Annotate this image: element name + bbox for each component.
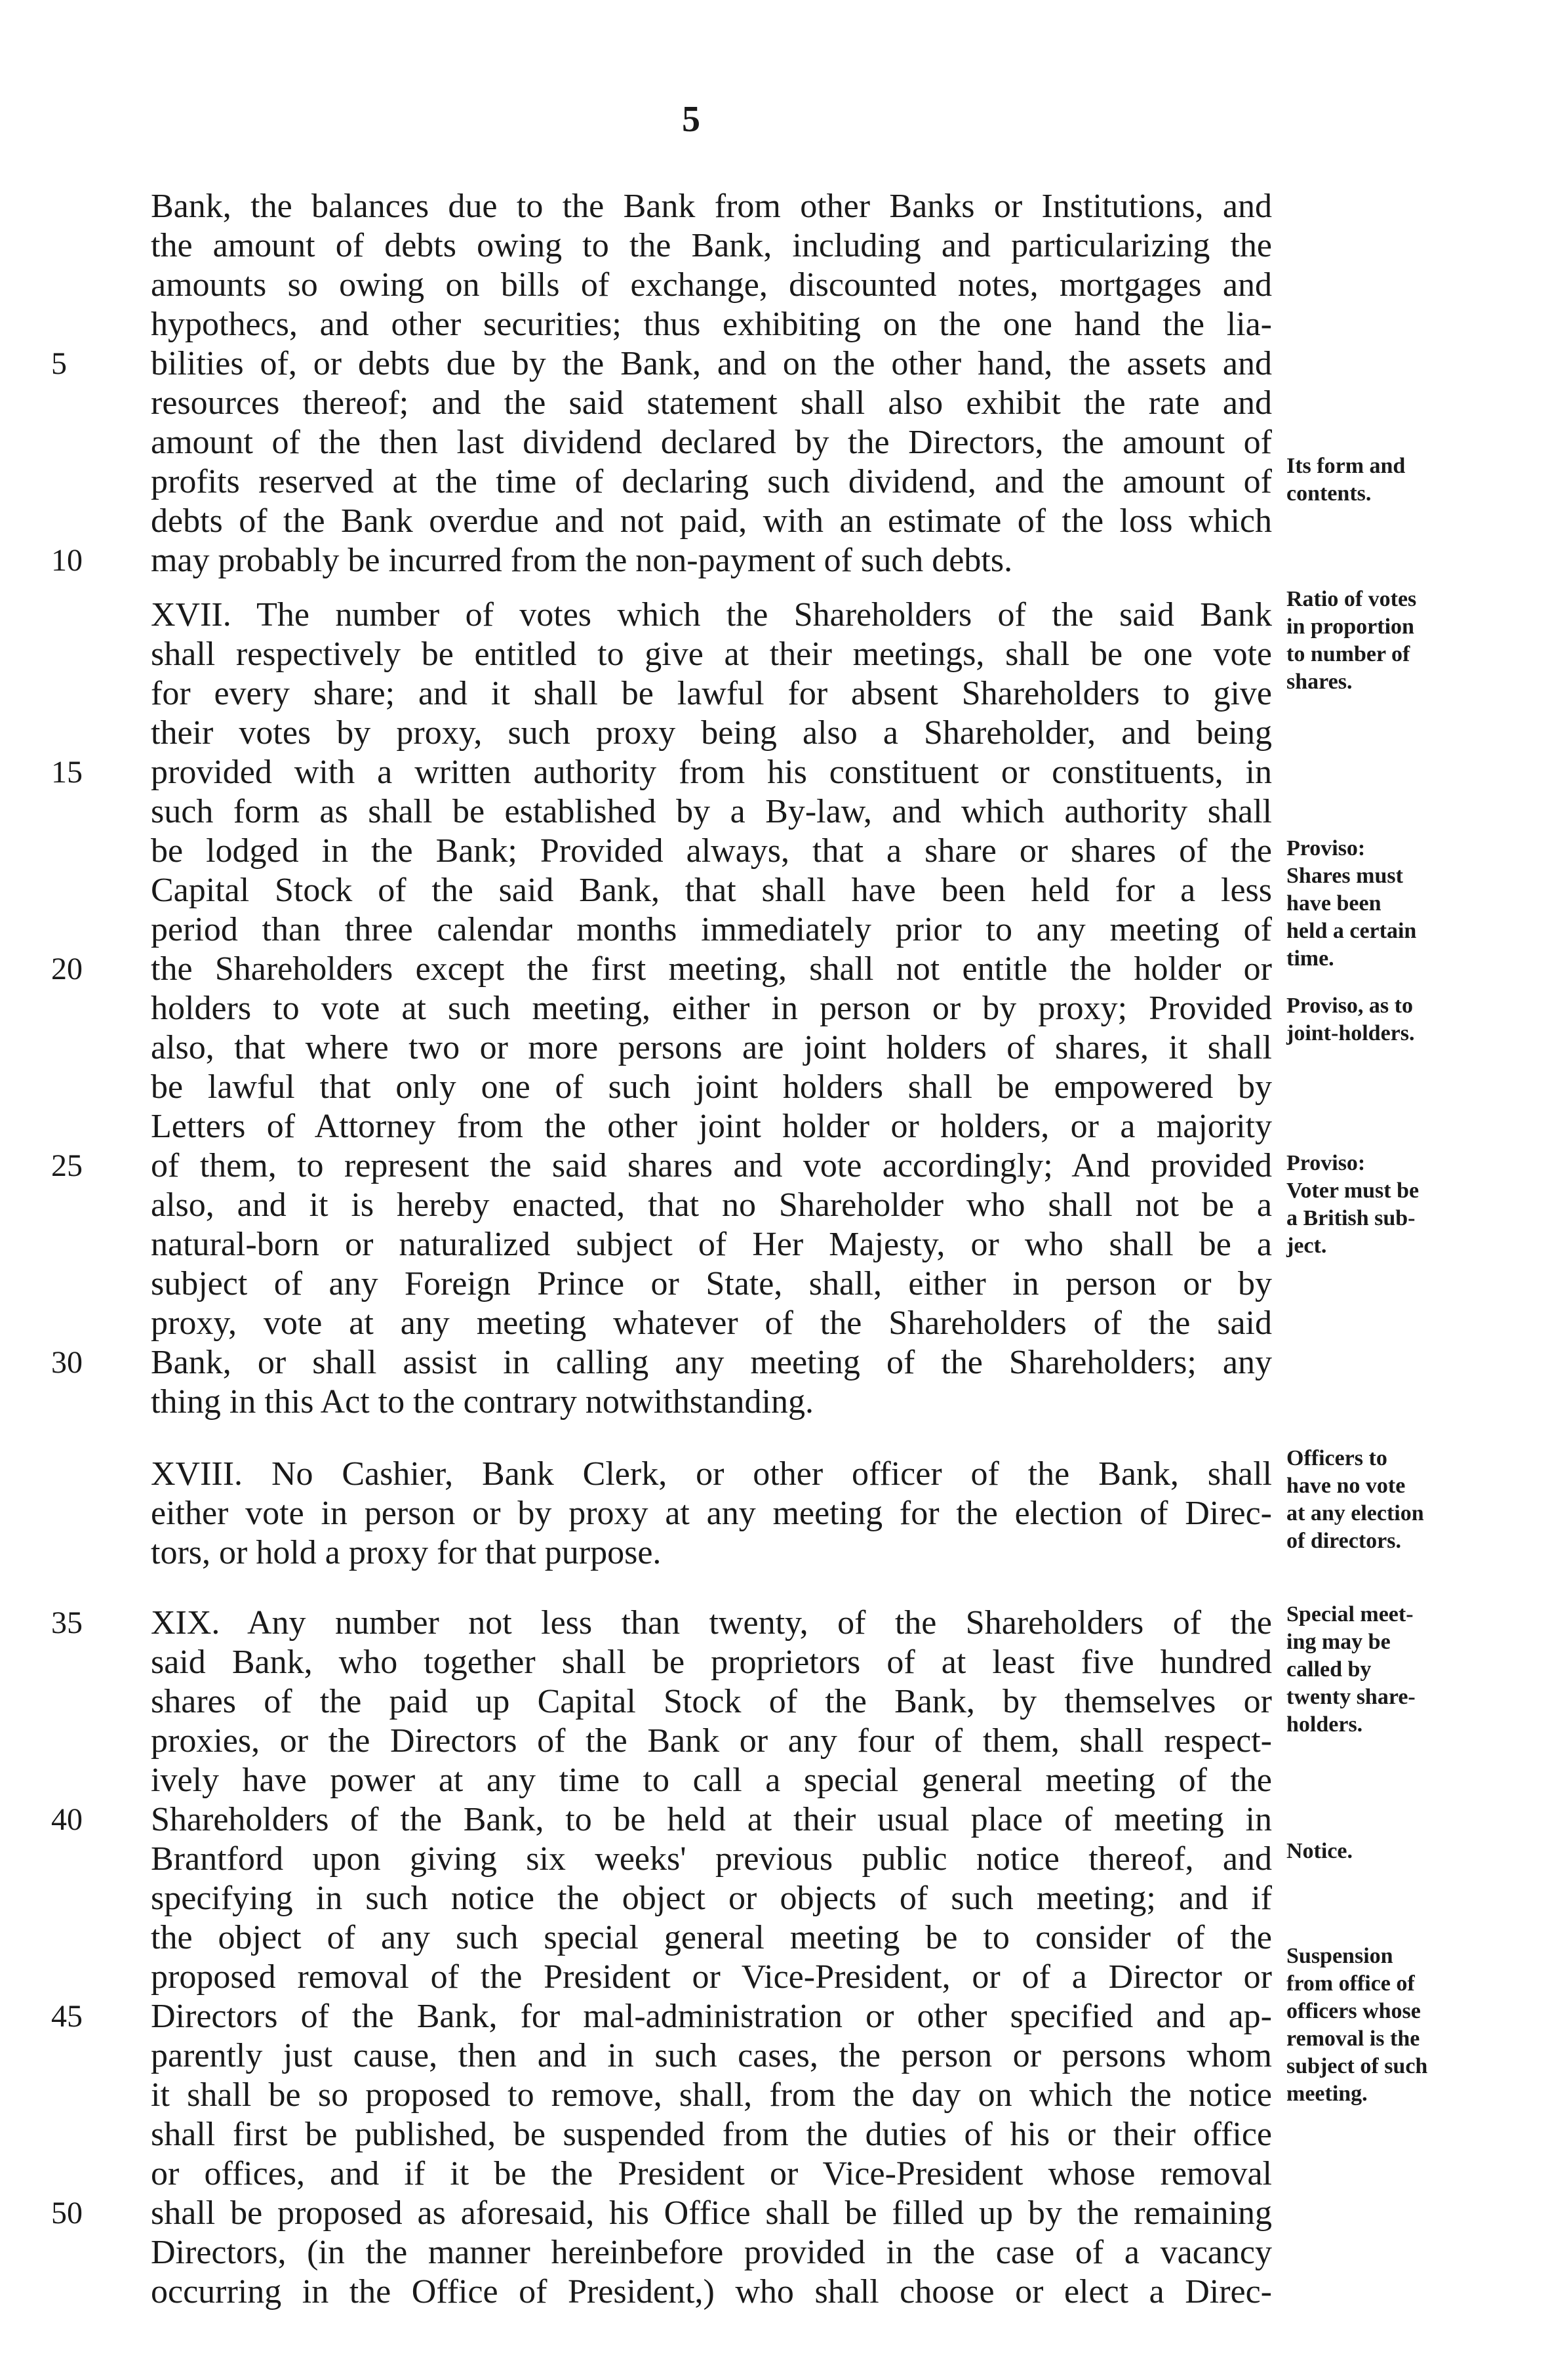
text-line: shall be proposed as aforesaid, his Office shall be filled up by the remaining (151, 2194, 1272, 2232)
marginal-note-line: in proportion (1286, 615, 1414, 639)
text-line: be lawful that only one of such joint holders shall be empowered by (151, 1068, 1272, 1106)
marginal-note-line: twenty share- (1286, 1685, 1416, 1709)
page-number: 5 (682, 99, 700, 140)
marginal-note-line: shares. (1286, 670, 1353, 694)
text-line: also, and it is hereby enacted, that no Shareholder who shall not be a (151, 1186, 1272, 1224)
marginal-note-line: have been (1286, 891, 1381, 916)
marginal-note-line: Suspension (1286, 1944, 1393, 1968)
marginal-note (1286, 1838, 1477, 1865)
text-line: ively have power at any time to call a special general meeting of the (151, 1762, 1272, 1799)
marginal-note-line: Shares must (1286, 864, 1403, 888)
text-line: provided with a written authority from his constituent or constituents, in (151, 754, 1272, 791)
marginal-note-line: held a certain (1286, 919, 1417, 943)
marginal-note-line: Officers to (1286, 1446, 1387, 1470)
marginal-note (1286, 1150, 1477, 1260)
text-line: proxy, vote at any meeting whatever of the Shareholders of the said (151, 1304, 1272, 1342)
text-line: their votes by proxy, such proxy being also a Shareholder, and being (151, 714, 1272, 752)
text-line: Bank, the balances due to the Bank from other Banks or Institutions, and (151, 188, 1272, 225)
marginal-note-line: Voter must be (1286, 1179, 1420, 1203)
marginal-note-line: at any election (1286, 1501, 1424, 1525)
marginal-note-line: Proviso: (1286, 836, 1366, 860)
line-number: 10 (51, 543, 83, 578)
marginal-note-line: Notice. (1286, 1839, 1353, 1863)
text-line: shall respectively be entitled to give at their meetings, shall be one vote (151, 635, 1272, 673)
marginal-note-line: to number of (1286, 642, 1410, 666)
text-line: XVIII. No Cashier, Bank Clerk, or other officer of the Bank, shall (151, 1455, 1272, 1493)
marginal-note-line: have no vote (1286, 1474, 1406, 1498)
text-line: natural-born or naturalized subject of Her Majesty, or who shall be a (151, 1226, 1272, 1263)
text-line: for every share; and it shall be lawful for absent Shareholders to give (151, 675, 1272, 712)
marginal-note-line: Ratio of votes (1286, 587, 1417, 611)
text-line: be lodged in the Bank; Provided always, that a share or shares of the (151, 832, 1272, 870)
marginal-note-line: Its form and (1286, 454, 1406, 478)
marginal-note-line: a British sub- (1286, 1206, 1416, 1230)
text-line: amount of the then last dividend declared by the Directors, the amount of (151, 424, 1272, 461)
marginal-note (1286, 453, 1477, 508)
marginal-note (1286, 1943, 1477, 2108)
line-number: 5 (51, 346, 67, 381)
marginal-note (1286, 1601, 1477, 1739)
marginal-note-line: Proviso, as to (1286, 994, 1413, 1018)
marginal-note-line: removal is the (1286, 2027, 1420, 2051)
line-number: 35 (51, 1605, 83, 1640)
marginal-note-line: time. (1286, 946, 1334, 971)
text-line: XIX. Any number not less than twenty, of the Shareholders of the (151, 1604, 1272, 1642)
line-number: 45 (51, 1999, 83, 2034)
marginal-note-line: joint-holders. (1286, 1021, 1415, 1045)
text-line: specifying in such notice the object or objects of such meeting; and if (151, 1880, 1272, 1917)
text-line: profits reserved at the time of declaring such dividend, and the amount of (151, 463, 1272, 500)
text-line: parently just cause, then and in such cases, the person or persons whom (151, 2037, 1272, 2074)
text-line: amounts so owing on bills of exchange, discounted notes, mortgages and (151, 266, 1272, 304)
text-line: or offices, and if it be the President or Vice-President whose removal (151, 2155, 1272, 2192)
line-number: 40 (51, 1802, 83, 1837)
text-line: said Bank, who together shall be proprietors of at least five hundred (151, 1644, 1272, 1681)
marginal-note-line: subject of such (1286, 2054, 1428, 2078)
text-line: Shareholders of the Bank, to be held at their usual place of meeting in (151, 1801, 1272, 1838)
text-line: the amount of debts owing to the Bank, including and particularizing the (151, 227, 1272, 264)
marginal-note (1286, 586, 1477, 696)
text-line: Bank, or shall assist in calling any meeting of the Shareholders; any (151, 1344, 1272, 1381)
text-line: holders to vote at such meeting, either in person or by proxy; Provided (151, 990, 1272, 1027)
marginal-note-line: holders. (1286, 1712, 1363, 1737)
text-line: tors, or hold a proxy for that purpose. (151, 1534, 662, 1571)
marginal-note-line: called by (1286, 1657, 1372, 1682)
marginal-note-line: Special meet- (1286, 1602, 1414, 1626)
text-line: Directors, (in the manner hereinbefore provided in the case of a vacancy (151, 2234, 1272, 2271)
text-line: thing in this Act to the contrary notwithstanding. (151, 1383, 814, 1421)
text-line: debts of the Bank overdue and not paid, with an estimate of the loss which (151, 502, 1272, 540)
text-line: Capital Stock of the said Bank, that shall have been held for a less (151, 872, 1272, 909)
text-line: subject of any Foreign Prince or State, shall, either in person or by (151, 1265, 1272, 1302)
text-line: shares of the paid up Capital Stock of the Bank, by themselves or (151, 1683, 1272, 1720)
text-line: such form as shall be established by a By-law, and which authority shall (151, 793, 1272, 830)
text-line: XVII. The number of votes which the Shareholders of the said Bank (151, 596, 1272, 634)
line-number: 30 (51, 1345, 83, 1380)
text-line: hypothecs, and other securities; thus exhibiting on the one hand the lia- (151, 306, 1272, 343)
marginal-note-line: officers whose (1286, 1999, 1421, 2023)
text-line: also, that where two or more persons are joint holders of shares, it shall (151, 1029, 1272, 1066)
marginal-note-line: meeting. (1286, 2082, 1368, 2106)
text-line: period than three calendar months immediately prior to any meeting of (151, 911, 1272, 948)
text-line: of them, to represent the said shares and vote accordingly; And provided (151, 1147, 1272, 1184)
line-number: 20 (51, 952, 83, 986)
text-line: bilities of, or debts due by the Bank, and on the other hand, the assets and (151, 345, 1272, 382)
text-line: proxies, or the Directors of the Bank or any four of them, shall respect- (151, 1722, 1272, 1760)
text-line: Brantford upon giving six weeks' previous public notice thereof, and (151, 1840, 1272, 1878)
marginal-note-line: ing may be (1286, 1630, 1391, 1654)
text-line: may probably be incurred from the non-payment of such debts. (151, 542, 1013, 579)
marginal-note-line: Proviso: (1286, 1151, 1366, 1175)
text-line: the object of any such special general meeting be to consider of the (151, 1919, 1272, 1956)
marginal-note-line: from office of (1286, 1971, 1415, 1996)
line-number: 50 (51, 2196, 83, 2230)
marginal-note-line: contents. (1286, 481, 1372, 506)
line-number: 15 (51, 755, 83, 790)
marginal-note-line: ject. (1286, 1234, 1327, 1258)
marginal-note (1286, 992, 1477, 1047)
marginal-note (1286, 1445, 1477, 1555)
text-line: proposed removal of the President or Vice-President, or of a Director or (151, 1958, 1272, 1996)
text-line: shall first be published, be suspended from the duties of his or their office (151, 2116, 1272, 2153)
text-line: Directors of the Bank, for mal-administration or other specified and ap- (151, 1998, 1272, 2035)
text-line: resources thereof; and the said statement shall also exhibit the rate and (151, 384, 1272, 422)
text-line: occurring in the Office of President,) who shall choose or elect a Direc- (151, 2273, 1272, 2310)
text-line: Letters of Attorney from the other joint holder or holders, or a majority (151, 1108, 1272, 1145)
text-line: it shall be so proposed to remove, shall, from the day on which the notice (151, 2076, 1272, 2114)
marginal-note-line: of directors. (1286, 1529, 1401, 1553)
text-line: the Shareholders except the first meeting, shall not entitle the holder or (151, 950, 1272, 988)
marginal-note (1286, 835, 1477, 973)
text-line: either vote in person or by proxy at any meeting for the election of Direc- (151, 1495, 1272, 1532)
line-number: 25 (51, 1148, 83, 1183)
